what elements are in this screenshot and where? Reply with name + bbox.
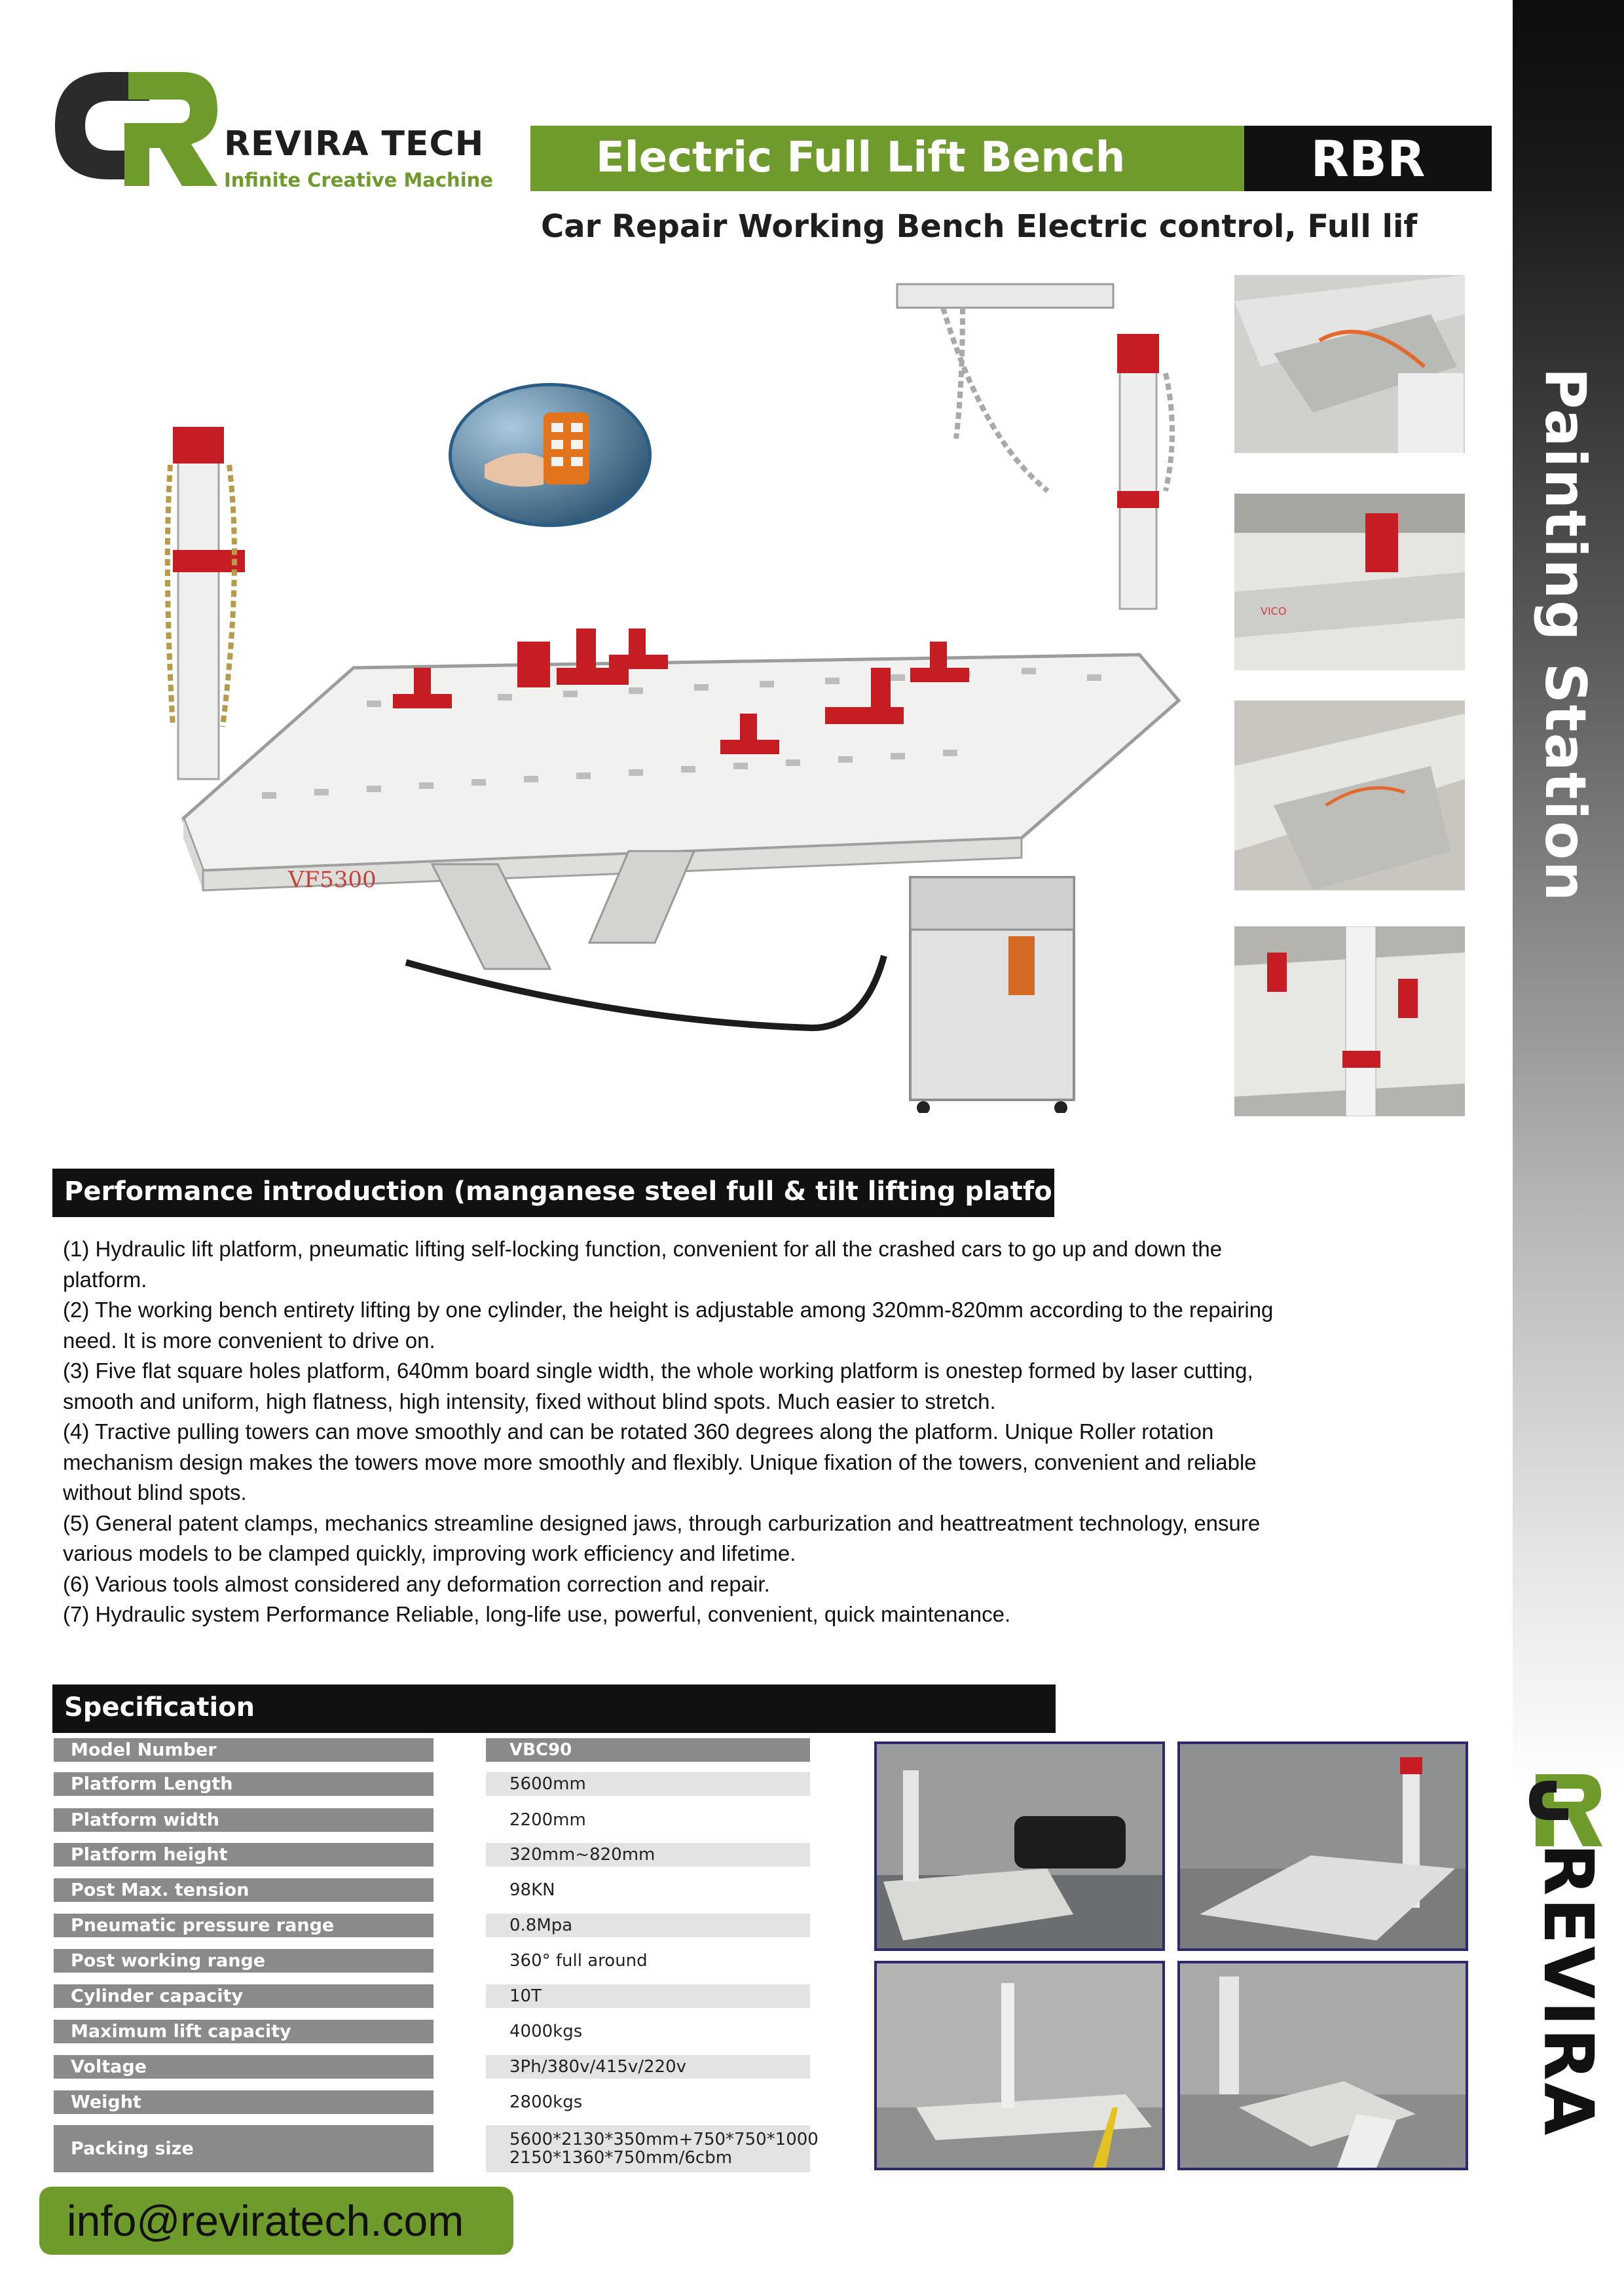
spec-row-maximum-lift-capacity: Maximum lift capacity 4000kgs — [54, 2020, 810, 2043]
spec-row-post-working-range: Post working range 360° full around — [54, 1949, 810, 1973]
workshop-photo-3 — [874, 1961, 1165, 2170]
workshop-photo-2 — [1177, 1741, 1468, 1951]
performance-line: (2) The working bench entirety lifting by one cylinder, the height is adjustable among 320mm-820mm according to the repairing — [63, 1298, 1274, 1322]
performance-line: platform. — [63, 1267, 147, 1292]
workshop-photo-1 — [874, 1741, 1165, 1951]
detail-photo-1 — [1234, 275, 1465, 453]
performance-line: smooth and uniform, high flatness, high intensity, fixed without blind spots. Much easier to stretch. — [63, 1389, 996, 1413]
performance-line: (5) General patent clamps, mechanics streamline designed jaws, through carburization and heattreatment technology, ensure — [63, 1510, 1261, 1535]
product-subtitle: Car Repair Working Bench Electric control, Full lif — [541, 208, 1418, 245]
detail-photo-3 — [1234, 701, 1465, 890]
performance-list — [63, 1234, 1340, 1630]
spec-row-platform-height: Platform height 320mm~820mm — [54, 1843, 810, 1867]
performance-line: mechanism design makes the towers move more smoothly and flexibly. Unique fixation of the towers, convenient and reliable — [63, 1449, 1257, 1474]
spec-row-cylinder-capacity: Cylinder capacity 10T — [54, 1984, 810, 2008]
model-marking: VF5300 — [288, 867, 377, 893]
remote-control-photo — [445, 380, 655, 530]
brand-tagline: Infinite Creative Machine — [224, 169, 493, 191]
brand-name: REVIRA TECH — [224, 124, 485, 164]
spec-row-platform-length: Platform Length 5600mm — [54, 1772, 810, 1796]
spec-row-platform-width: Platform width 2200mm — [54, 1808, 810, 1832]
specification-heading: Specification — [52, 1685, 1056, 1733]
spec-row-post-max-tension: Post Max. tension 98KN — [54, 1878, 810, 1902]
spec-row-packing-size: Packing size 5600*2130*350mm+750*750*1000 2150*1360*750mm/6cbm — [54, 2125, 810, 2172]
svg-text:VICO: VICO — [1261, 605, 1287, 617]
product-title-bar: Electric Full Lift Bench — [530, 126, 1244, 191]
side-title: Painting Station — [1532, 367, 1598, 903]
spec-row-weight: Weight 2800kgs — [54, 2090, 810, 2114]
detail-photo-4 — [1234, 926, 1465, 1116]
detail-photo-2 — [1234, 494, 1465, 670]
revira-logo-icon — [51, 58, 221, 195]
contact-email[interactable]: info@reviratech.com — [39, 2187, 513, 2255]
performance-line: need. It is more convenient to drive on. — [63, 1328, 435, 1353]
spec-row-voltage: Voltage 3Ph/380v/415v/220v — [54, 2055, 810, 2079]
performance-line: without blind spots. — [63, 1480, 247, 1504]
spec-row-model-number: Model Number VBC90 — [54, 1738, 810, 1762]
performance-line: (7) Hydraulic system Performance Reliable, long-life use, powerful, convenient, quick maintenance. — [63, 1602, 1011, 1626]
workshop-photo-4 — [1177, 1961, 1468, 2170]
side-brand-word: REVIRA — [1528, 1843, 1608, 2138]
product-image — [157, 275, 1218, 1113]
performance-line: (3) Five flat square holes platform, 640mm board single width, the whole working platform is onestep formed by laser cutting, — [63, 1358, 1253, 1383]
performance-line: (6) Various tools almost considered any deformation correction and repair. — [63, 1571, 770, 1596]
product-code: RBR — [1244, 126, 1492, 191]
performance-line: various models to be clamped quickly, improving work efficiency and lifetime. — [63, 1541, 796, 1565]
performance-line: (4) Tractive pulling towers can move smoothly and can be rotated 360 degrees along the platform. Unique Roller rotation — [63, 1419, 1214, 1444]
spec-row-pneumatic-pressure: Pneumatic pressure range 0.8Mpa — [54, 1914, 810, 1937]
performance-line: (1) Hydraulic lift platform, pneumatic lifting self-locking function, convenient for all the crashed cars to go up and down the — [63, 1237, 1223, 1261]
performance-heading: Performance introduction (manganese steel full & tilt lifting platform) — [52, 1169, 1054, 1217]
